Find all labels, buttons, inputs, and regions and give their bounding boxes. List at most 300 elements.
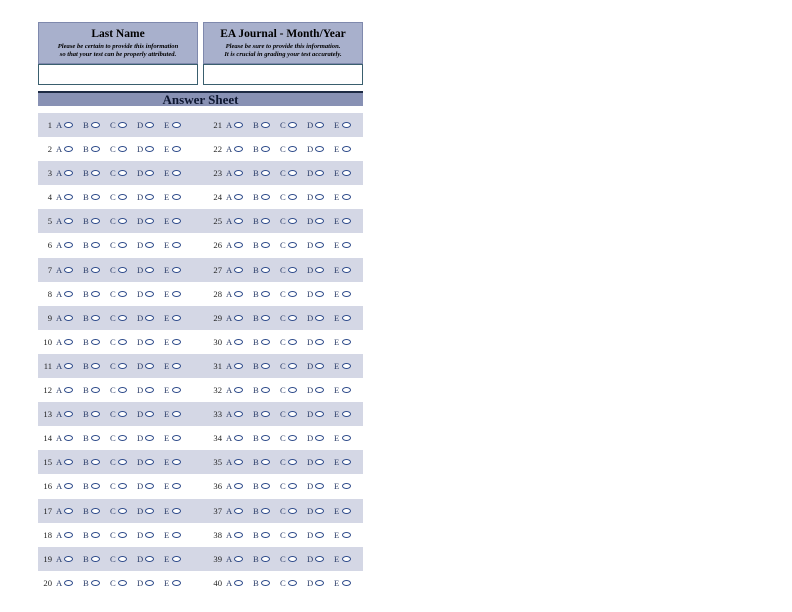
answer-option-q3-c[interactable]: [110, 168, 127, 178]
answer-option-q21-c[interactable]: [280, 120, 297, 130]
answer-bubble[interactable]: [64, 459, 73, 465]
answer-option-q19-a[interactable]: [56, 554, 73, 564]
answer-bubble[interactable]: [261, 435, 270, 441]
answer-option-q28-d[interactable]: [307, 289, 324, 299]
answer-option-q15-d[interactable]: [137, 457, 154, 467]
answer-option-q22-d[interactable]: [307, 144, 324, 154]
answer-bubble[interactable]: [145, 267, 154, 273]
answer-bubble[interactable]: [288, 459, 297, 465]
answer-bubble[interactable]: [315, 363, 324, 369]
answer-bubble[interactable]: [118, 411, 127, 417]
answer-option-q3-e[interactable]: [164, 168, 181, 178]
answer-option-q24-a[interactable]: [226, 192, 243, 202]
answer-option-q27-c[interactable]: [280, 265, 297, 275]
answer-option-q1-b[interactable]: [83, 120, 100, 130]
answer-option-q31-a[interactable]: [226, 361, 243, 371]
answer-bubble[interactable]: [288, 267, 297, 273]
answer-option-q5-d[interactable]: [137, 216, 154, 226]
answer-option-q4-c[interactable]: [110, 192, 127, 202]
answer-option-q35-a[interactable]: [226, 457, 243, 467]
answer-option-q4-e[interactable]: [164, 192, 181, 202]
answer-option-q28-c[interactable]: [280, 289, 297, 299]
answer-option-q36-c[interactable]: [280, 481, 297, 491]
answer-bubble[interactable]: [315, 532, 324, 538]
answer-option-q22-a[interactable]: [226, 144, 243, 154]
answer-option-q17-e[interactable]: [164, 506, 181, 516]
answer-bubble[interactable]: [342, 194, 351, 200]
answer-bubble[interactable]: [342, 508, 351, 514]
answer-bubble[interactable]: [145, 411, 154, 417]
last-name-input[interactable]: [38, 64, 198, 85]
answer-option-q13-a[interactable]: [56, 409, 73, 419]
answer-option-q21-e[interactable]: [334, 120, 351, 130]
answer-option-q16-c[interactable]: [110, 481, 127, 491]
answer-option-q19-d[interactable]: [137, 554, 154, 564]
answer-option-q26-b[interactable]: [253, 240, 270, 250]
answer-option-q23-e[interactable]: [334, 168, 351, 178]
answer-option-q12-a[interactable]: [56, 385, 73, 395]
answer-option-q5-c[interactable]: [110, 216, 127, 226]
answer-bubble[interactable]: [172, 411, 181, 417]
answer-option-q39-e[interactable]: [334, 554, 351, 564]
answer-bubble[interactable]: [234, 146, 243, 152]
answer-option-q23-b[interactable]: [253, 168, 270, 178]
answer-bubble[interactable]: [315, 242, 324, 248]
answer-option-q38-a[interactable]: [226, 530, 243, 540]
answer-option-q10-e[interactable]: [164, 337, 181, 347]
answer-option-q4-b[interactable]: [83, 192, 100, 202]
answer-bubble[interactable]: [234, 387, 243, 393]
answer-option-q2-c[interactable]: [110, 144, 127, 154]
answer-bubble[interactable]: [64, 242, 73, 248]
answer-option-q33-a[interactable]: [226, 409, 243, 419]
answer-option-q15-b[interactable]: [83, 457, 100, 467]
answer-option-q36-e[interactable]: [334, 481, 351, 491]
answer-bubble[interactable]: [118, 170, 127, 176]
answer-bubble[interactable]: [234, 435, 243, 441]
answer-bubble[interactable]: [118, 146, 127, 152]
answer-option-q30-b[interactable]: [253, 337, 270, 347]
answer-bubble[interactable]: [342, 387, 351, 393]
answer-option-q6-a[interactable]: [56, 240, 73, 250]
answer-option-q3-a[interactable]: [56, 168, 73, 178]
answer-option-q2-d[interactable]: [137, 144, 154, 154]
answer-bubble[interactable]: [342, 459, 351, 465]
answer-option-q34-a[interactable]: [226, 433, 243, 443]
answer-bubble[interactable]: [91, 339, 100, 345]
answer-option-q40-c[interactable]: [280, 578, 297, 588]
answer-bubble[interactable]: [234, 580, 243, 586]
answer-option-q6-e[interactable]: [164, 240, 181, 250]
answer-option-q17-a[interactable]: [56, 506, 73, 516]
answer-bubble[interactable]: [342, 291, 351, 297]
answer-bubble[interactable]: [261, 146, 270, 152]
answer-bubble[interactable]: [234, 315, 243, 321]
answer-option-q14-e[interactable]: [164, 433, 181, 443]
answer-bubble[interactable]: [261, 315, 270, 321]
answer-bubble[interactable]: [145, 170, 154, 176]
answer-option-q13-c[interactable]: [110, 409, 127, 419]
answer-option-q34-e[interactable]: [334, 433, 351, 443]
answer-option-q25-a[interactable]: [226, 216, 243, 226]
answer-bubble[interactable]: [234, 218, 243, 224]
answer-bubble[interactable]: [118, 267, 127, 273]
answer-option-q23-c[interactable]: [280, 168, 297, 178]
answer-bubble[interactable]: [64, 315, 73, 321]
answer-option-q19-e[interactable]: [164, 554, 181, 564]
answer-option-q7-c[interactable]: [110, 265, 127, 275]
answer-option-q6-b[interactable]: [83, 240, 100, 250]
answer-bubble[interactable]: [342, 267, 351, 273]
answer-bubble[interactable]: [172, 363, 181, 369]
answer-bubble[interactable]: [118, 242, 127, 248]
answer-bubble[interactable]: [342, 339, 351, 345]
answer-option-q20-b[interactable]: [83, 578, 100, 588]
answer-bubble[interactable]: [172, 435, 181, 441]
answer-option-q20-d[interactable]: [137, 578, 154, 588]
answer-bubble[interactable]: [91, 194, 100, 200]
answer-bubble[interactable]: [145, 363, 154, 369]
answer-bubble[interactable]: [145, 146, 154, 152]
answer-option-q17-b[interactable]: [83, 506, 100, 516]
answer-bubble[interactable]: [64, 363, 73, 369]
answer-bubble[interactable]: [172, 556, 181, 562]
answer-bubble[interactable]: [91, 411, 100, 417]
answer-option-q18-e[interactable]: [164, 530, 181, 540]
answer-bubble[interactable]: [342, 315, 351, 321]
answer-option-q1-c[interactable]: [110, 120, 127, 130]
answer-bubble[interactable]: [261, 291, 270, 297]
answer-bubble[interactable]: [145, 483, 154, 489]
answer-bubble[interactable]: [234, 363, 243, 369]
answer-option-q5-a[interactable]: [56, 216, 73, 226]
answer-option-q22-b[interactable]: [253, 144, 270, 154]
answer-bubble[interactable]: [315, 580, 324, 586]
answer-bubble[interactable]: [91, 532, 100, 538]
answer-bubble[interactable]: [64, 194, 73, 200]
answer-bubble[interactable]: [172, 459, 181, 465]
answer-option-q1-d[interactable]: [137, 120, 154, 130]
answer-bubble[interactable]: [118, 387, 127, 393]
answer-bubble[interactable]: [172, 267, 181, 273]
answer-bubble[interactable]: [315, 218, 324, 224]
answer-bubble[interactable]: [288, 242, 297, 248]
answer-bubble[interactable]: [261, 532, 270, 538]
answer-bubble[interactable]: [91, 315, 100, 321]
answer-bubble[interactable]: [288, 339, 297, 345]
answer-option-q24-e[interactable]: [334, 192, 351, 202]
answer-option-q35-d[interactable]: [307, 457, 324, 467]
answer-bubble[interactable]: [261, 339, 270, 345]
answer-option-q34-c[interactable]: [280, 433, 297, 443]
answer-option-q23-d[interactable]: [307, 168, 324, 178]
answer-bubble[interactable]: [172, 122, 181, 128]
answer-option-q26-d[interactable]: [307, 240, 324, 250]
answer-option-q4-a[interactable]: [56, 192, 73, 202]
answer-bubble[interactable]: [288, 291, 297, 297]
answer-option-q31-c[interactable]: [280, 361, 297, 371]
answer-bubble[interactable]: [261, 459, 270, 465]
answer-bubble[interactable]: [91, 363, 100, 369]
answer-bubble[interactable]: [91, 218, 100, 224]
answer-option-q29-b[interactable]: [253, 313, 270, 323]
answer-option-q18-a[interactable]: [56, 530, 73, 540]
answer-option-q36-b[interactable]: [253, 481, 270, 491]
answer-bubble[interactable]: [315, 411, 324, 417]
answer-option-q10-d[interactable]: [137, 337, 154, 347]
answer-bubble[interactable]: [234, 242, 243, 248]
answer-option-q37-e[interactable]: [334, 506, 351, 516]
answer-option-q7-b[interactable]: [83, 265, 100, 275]
answer-option-q32-a[interactable]: [226, 385, 243, 395]
answer-option-q36-a[interactable]: [226, 481, 243, 491]
answer-option-q13-b[interactable]: [83, 409, 100, 419]
answer-option-q25-e[interactable]: [334, 216, 351, 226]
answer-bubble[interactable]: [172, 170, 181, 176]
journal-month-year-input[interactable]: [203, 64, 363, 85]
answer-option-q14-b[interactable]: [83, 433, 100, 443]
answer-bubble[interactable]: [91, 435, 100, 441]
answer-option-q13-d[interactable]: [137, 409, 154, 419]
answer-option-q33-d[interactable]: [307, 409, 324, 419]
answer-option-q35-e[interactable]: [334, 457, 351, 467]
answer-bubble[interactable]: [342, 218, 351, 224]
answer-bubble[interactable]: [64, 411, 73, 417]
answer-bubble[interactable]: [261, 387, 270, 393]
answer-bubble[interactable]: [64, 387, 73, 393]
answer-bubble[interactable]: [234, 291, 243, 297]
answer-bubble[interactable]: [64, 218, 73, 224]
answer-option-q39-b[interactable]: [253, 554, 270, 564]
answer-option-q11-c[interactable]: [110, 361, 127, 371]
answer-bubble[interactable]: [91, 170, 100, 176]
answer-option-q7-d[interactable]: [137, 265, 154, 275]
answer-bubble[interactable]: [118, 532, 127, 538]
answer-bubble[interactable]: [145, 387, 154, 393]
answer-option-q37-b[interactable]: [253, 506, 270, 516]
answer-bubble[interactable]: [261, 194, 270, 200]
answer-bubble[interactable]: [91, 483, 100, 489]
answer-option-q12-c[interactable]: [110, 385, 127, 395]
answer-option-q29-c[interactable]: [280, 313, 297, 323]
answer-bubble[interactable]: [315, 483, 324, 489]
answer-bubble[interactable]: [288, 556, 297, 562]
answer-bubble[interactable]: [118, 459, 127, 465]
answer-option-q15-e[interactable]: [164, 457, 181, 467]
answer-option-q26-c[interactable]: [280, 240, 297, 250]
answer-bubble[interactable]: [91, 459, 100, 465]
answer-option-q32-e[interactable]: [334, 385, 351, 395]
answer-bubble[interactable]: [64, 291, 73, 297]
answer-option-q14-c[interactable]: [110, 433, 127, 443]
answer-option-q22-e[interactable]: [334, 144, 351, 154]
answer-option-q4-d[interactable]: [137, 192, 154, 202]
answer-bubble[interactable]: [145, 242, 154, 248]
answer-option-q26-e[interactable]: [334, 240, 351, 250]
answer-bubble[interactable]: [315, 556, 324, 562]
answer-option-q11-b[interactable]: [83, 361, 100, 371]
answer-bubble[interactable]: [234, 339, 243, 345]
answer-option-q32-b[interactable]: [253, 385, 270, 395]
answer-bubble[interactable]: [234, 556, 243, 562]
answer-option-q40-e[interactable]: [334, 578, 351, 588]
answer-bubble[interactable]: [234, 483, 243, 489]
answer-bubble[interactable]: [118, 339, 127, 345]
answer-option-q9-e[interactable]: [164, 313, 181, 323]
answer-option-q29-e[interactable]: [334, 313, 351, 323]
answer-bubble[interactable]: [91, 580, 100, 586]
answer-bubble[interactable]: [261, 122, 270, 128]
answer-option-q18-d[interactable]: [137, 530, 154, 540]
answer-option-q34-d[interactable]: [307, 433, 324, 443]
answer-option-q40-d[interactable]: [307, 578, 324, 588]
answer-bubble[interactable]: [315, 170, 324, 176]
answer-bubble[interactable]: [172, 291, 181, 297]
answer-bubble[interactable]: [288, 435, 297, 441]
answer-option-q33-c[interactable]: [280, 409, 297, 419]
answer-option-q21-a[interactable]: [226, 120, 243, 130]
answer-bubble[interactable]: [342, 580, 351, 586]
answer-bubble[interactable]: [315, 339, 324, 345]
answer-bubble[interactable]: [315, 459, 324, 465]
answer-bubble[interactable]: [118, 122, 127, 128]
answer-option-q30-c[interactable]: [280, 337, 297, 347]
answer-option-q39-c[interactable]: [280, 554, 297, 564]
answer-option-q31-e[interactable]: [334, 361, 351, 371]
answer-option-q12-e[interactable]: [164, 385, 181, 395]
answer-option-q17-c[interactable]: [110, 506, 127, 516]
answer-option-q6-d[interactable]: [137, 240, 154, 250]
answer-option-q2-b[interactable]: [83, 144, 100, 154]
answer-option-q37-d[interactable]: [307, 506, 324, 516]
answer-bubble[interactable]: [288, 194, 297, 200]
answer-bubble[interactable]: [64, 122, 73, 128]
answer-bubble[interactable]: [64, 508, 73, 514]
answer-bubble[interactable]: [145, 580, 154, 586]
answer-bubble[interactable]: [64, 532, 73, 538]
answer-bubble[interactable]: [172, 315, 181, 321]
answer-bubble[interactable]: [118, 315, 127, 321]
answer-bubble[interactable]: [172, 483, 181, 489]
answer-bubble[interactable]: [118, 556, 127, 562]
answer-option-q6-c[interactable]: [110, 240, 127, 250]
answer-bubble[interactable]: [315, 291, 324, 297]
answer-bubble[interactable]: [172, 339, 181, 345]
answer-option-q27-e[interactable]: [334, 265, 351, 275]
answer-bubble[interactable]: [118, 435, 127, 441]
answer-option-q39-d[interactable]: [307, 554, 324, 564]
answer-bubble[interactable]: [342, 532, 351, 538]
answer-bubble[interactable]: [234, 532, 243, 538]
answer-option-q1-e[interactable]: [164, 120, 181, 130]
answer-option-q8-e[interactable]: [164, 289, 181, 299]
answer-option-q38-c[interactable]: [280, 530, 297, 540]
answer-option-q12-b[interactable]: [83, 385, 100, 395]
answer-bubble[interactable]: [64, 580, 73, 586]
answer-option-q40-b[interactable]: [253, 578, 270, 588]
answer-bubble[interactable]: [288, 170, 297, 176]
answer-option-q34-b[interactable]: [253, 433, 270, 443]
answer-bubble[interactable]: [342, 242, 351, 248]
answer-bubble[interactable]: [288, 508, 297, 514]
answer-bubble[interactable]: [145, 459, 154, 465]
answer-option-q19-c[interactable]: [110, 554, 127, 564]
answer-option-q11-e[interactable]: [164, 361, 181, 371]
answer-option-q16-a[interactable]: [56, 481, 73, 491]
answer-bubble[interactable]: [91, 556, 100, 562]
answer-bubble[interactable]: [342, 363, 351, 369]
answer-option-q16-b[interactable]: [83, 481, 100, 491]
answer-bubble[interactable]: [145, 508, 154, 514]
answer-bubble[interactable]: [315, 315, 324, 321]
answer-bubble[interactable]: [315, 194, 324, 200]
answer-bubble[interactable]: [145, 435, 154, 441]
answer-bubble[interactable]: [91, 387, 100, 393]
answer-option-q36-d[interactable]: [307, 481, 324, 491]
answer-option-q20-c[interactable]: [110, 578, 127, 588]
answer-option-q10-b[interactable]: [83, 337, 100, 347]
answer-option-q31-d[interactable]: [307, 361, 324, 371]
answer-option-q11-a[interactable]: [56, 361, 73, 371]
answer-bubble[interactable]: [315, 508, 324, 514]
answer-bubble[interactable]: [145, 556, 154, 562]
answer-bubble[interactable]: [288, 580, 297, 586]
answer-bubble[interactable]: [172, 146, 181, 152]
answer-bubble[interactable]: [342, 146, 351, 152]
answer-option-q7-e[interactable]: [164, 265, 181, 275]
answer-bubble[interactable]: [64, 339, 73, 345]
answer-option-q23-a[interactable]: [226, 168, 243, 178]
answer-option-q14-d[interactable]: [137, 433, 154, 443]
answer-bubble[interactable]: [234, 508, 243, 514]
answer-bubble[interactable]: [118, 580, 127, 586]
answer-bubble[interactable]: [145, 339, 154, 345]
answer-bubble[interactable]: [91, 508, 100, 514]
answer-bubble[interactable]: [172, 532, 181, 538]
answer-bubble[interactable]: [145, 218, 154, 224]
answer-option-q11-d[interactable]: [137, 361, 154, 371]
answer-option-q38-d[interactable]: [307, 530, 324, 540]
answer-option-q12-d[interactable]: [137, 385, 154, 395]
answer-option-q16-e[interactable]: [164, 481, 181, 491]
answer-option-q20-e[interactable]: [164, 578, 181, 588]
answer-bubble[interactable]: [172, 580, 181, 586]
answer-option-q10-a[interactable]: [56, 337, 73, 347]
answer-bubble[interactable]: [342, 556, 351, 562]
answer-option-q9-b[interactable]: [83, 313, 100, 323]
answer-bubble[interactable]: [234, 411, 243, 417]
answer-bubble[interactable]: [64, 435, 73, 441]
answer-bubble[interactable]: [172, 508, 181, 514]
answer-bubble[interactable]: [288, 146, 297, 152]
answer-bubble[interactable]: [64, 483, 73, 489]
answer-option-q15-a[interactable]: [56, 457, 73, 467]
answer-option-q1-a[interactable]: [56, 120, 73, 130]
answer-bubble[interactable]: [91, 291, 100, 297]
answer-bubble[interactable]: [91, 122, 100, 128]
answer-option-q5-e[interactable]: [164, 216, 181, 226]
answer-bubble[interactable]: [261, 218, 270, 224]
answer-option-q38-b[interactable]: [253, 530, 270, 540]
answer-option-q15-c[interactable]: [110, 457, 127, 467]
answer-option-q27-b[interactable]: [253, 265, 270, 275]
answer-bubble[interactable]: [118, 194, 127, 200]
answer-option-q9-d[interactable]: [137, 313, 154, 323]
answer-option-q13-e[interactable]: [164, 409, 181, 419]
answer-option-q2-a[interactable]: [56, 144, 73, 154]
answer-option-q38-e[interactable]: [334, 530, 351, 540]
answer-bubble[interactable]: [118, 291, 127, 297]
